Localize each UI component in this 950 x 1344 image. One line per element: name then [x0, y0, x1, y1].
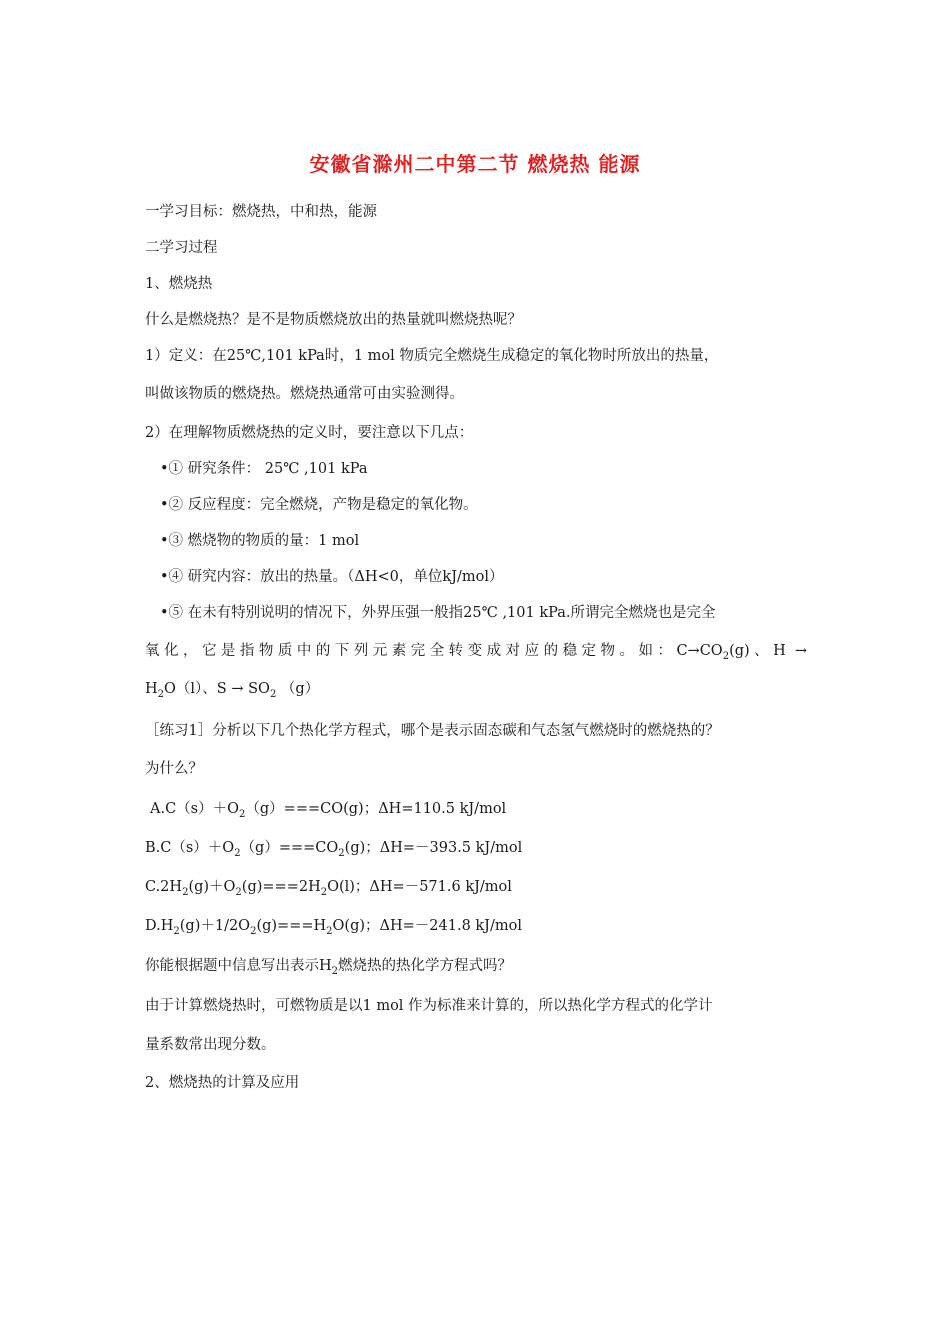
equation-d: $D.H_2(g)+1/2O_2(g)===H_2O(g)$；ΔH=－241.8 kJ/mol — [145, 918, 523, 937]
page-title: 安徽省滁州二中第二节 燃烧热 能源 — [309, 152, 641, 176]
question-2: 你能根据题中信息写出表示$H_2$燃烧热的热化学方程式吗？ — [145, 958, 513, 977]
notes-heading: 2）在理解物质燃烧热的定义时，要注意以下几点： — [145, 425, 474, 441]
section-2-heading: 2、燃烧热的计算及应用 — [145, 1075, 300, 1091]
definition-line-2: 叫做该物质的燃烧热。燃烧热通常可由实验测得。 — [145, 386, 464, 402]
equation-b: $B.C(s)+O_2(g)===CO_2(g)$；ΔH=－393.5 kJ/mol — [145, 840, 523, 859]
point-2: •② 反应程度：完全燃烧，产物是稳定的氧化物。 — [160, 497, 478, 513]
question-line: 什么是燃烧热？是不是物质燃烧放出的热量就叫燃烧热呢？ — [145, 312, 522, 328]
point-5-line-3: $H_2O(l)$、$S \to SO_2$ （g） — [145, 681, 320, 700]
exercise-1-line-1: ［练习1］分析以下几个热化学方程式，哪个是表示固态碳和气态氢气燃烧时的燃烧热的？ — [145, 723, 720, 739]
learning-goals: 一学习目标：燃烧热，中和热，能源 — [145, 204, 377, 220]
point-1: •① 研究条件： 25℃ ,101 kPa — [160, 461, 368, 477]
point-5-line-1: •⑤ 在未有特别说明的情况下，外界压强一般指25℃ ,101 kPa.所谓完全燃烧也是完全 — [160, 605, 716, 621]
point-4: •④ 研究内容：放出的热量。（ΔH<0，单位kJ/mol） — [160, 569, 504, 585]
reason-line-2: 量系数常出现分数。 — [145, 1037, 276, 1053]
definition-line-1: 1）定义：在25℃,101 kPa时，1 mol 物质完全燃烧生成稳定的氧化物时所放出的热量， — [145, 348, 719, 364]
reason-line-1: 由于计算燃烧热时，可燃物质是以1 mol 作为标准来计算的，所以热化学方程式的化学计 — [145, 998, 713, 1014]
equation-a: $A.C(s)+O_2(g)===CO(g)$；ΔH=110.5 kJ/mol — [150, 801, 507, 820]
exercise-1-line-2: 为什么？ — [145, 761, 203, 777]
section-1-heading: 1、燃烧热 — [145, 276, 213, 292]
equation-c: $C.2H_2(g)+O_2(g)===2H_2O(l)$；ΔH=－571.6 kJ/mol — [145, 879, 512, 898]
learning-process-heading: 二学习过程 — [145, 240, 218, 256]
point-5-line-2: 氧化，它是指物质中的下列元素完全转变成对应的稳定物。如：$C\to CO_2(g)$、H → — [145, 643, 808, 662]
point-3: •③ 燃烧物的物质的量：1 mol — [160, 533, 360, 549]
